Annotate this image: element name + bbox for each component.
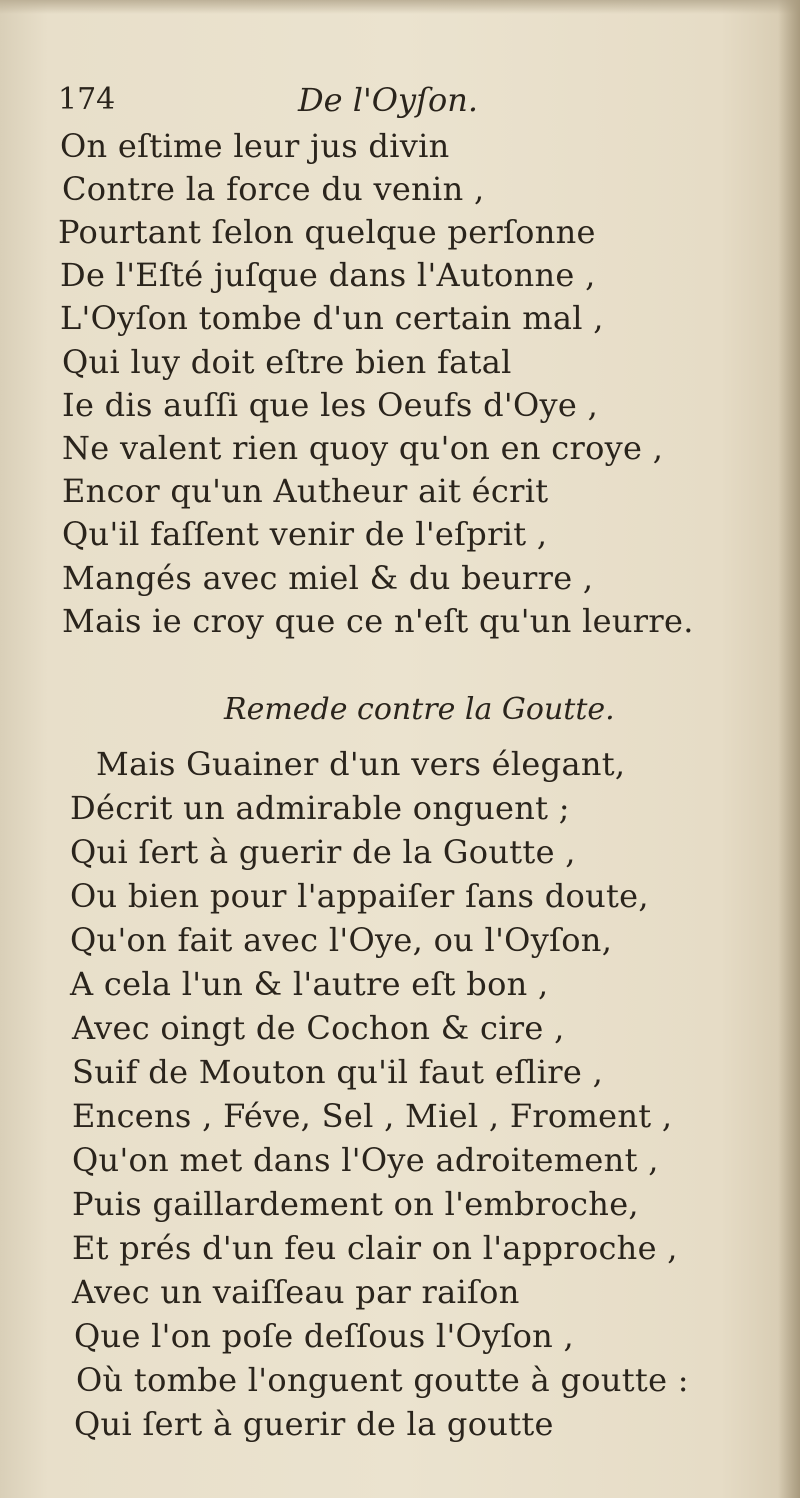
verse-line: Ne valent rien quoy qu'on en croye ,: [62, 429, 664, 467]
page-shadow-top: [0, 0, 800, 14]
verse-line: Encens , Féve, Sel , Miel , Froment ,: [72, 1097, 673, 1135]
verse-line: Ie dis auſſi que les Oeufs d'Oye ,: [62, 386, 599, 424]
verse-line: Mangés avec miel & du beurre ,: [62, 559, 594, 597]
verse-line: Suif de Mouton qu'il faut eſlire ,: [72, 1053, 604, 1091]
verse-line: A cela l'un & l'autre eſt bon ,: [70, 965, 549, 1003]
verse-line: Ou bien pour l'appaiſer ſans doute,: [70, 877, 649, 915]
verse-line: Mais ie croy que ce n'eſt qu'un leurre.: [62, 602, 694, 640]
verse-line: Contre la force du venin ,: [62, 170, 485, 208]
verse-line: Que l'on poſe deſſous l'Oyſon ,: [74, 1317, 575, 1355]
running-head: De l'Oyſon.: [298, 81, 478, 119]
page-header: [58, 78, 598, 122]
verse-line: Décrit un admirable onguent ;: [70, 789, 570, 827]
verse-line: Qu'il faſſent venir de l'eſprit ,: [62, 515, 548, 553]
verse-line: Qu'on fait avec l'Oye, ou l'Oyſon,: [70, 921, 613, 959]
page-shadow-right: [778, 0, 800, 1498]
verse-line: Pourtant ſelon quelque perſonne: [58, 213, 596, 251]
section-title: Remede contre la Goutte.: [224, 692, 615, 727]
verse-line: Encor qu'un Autheur ait écrit: [62, 472, 549, 510]
verse-line: Avec un vaiſſeau par raiſon: [72, 1273, 520, 1311]
verse-line: Où tombe l'onguent goutte à goutte :: [76, 1361, 689, 1399]
verse-line: De l'Eſté juſque dans l'Autonne ,: [60, 256, 596, 294]
verse-line: Et prés d'un feu clair on l'approche ,: [72, 1229, 678, 1267]
verse-line: Avec oingt de Cochon & cire ,: [72, 1009, 565, 1047]
verse-line: Qui ſert à guerir de la Goutte ,: [70, 833, 576, 871]
page-number: 174: [58, 82, 116, 117]
verse-line: Puis gaillardement on l'embroche,: [72, 1185, 639, 1223]
verse-line: Qu'on met dans l'Oye adroitement ,: [72, 1141, 659, 1179]
verse-line: Qui ſert à guerir de la goutte: [74, 1405, 554, 1443]
verse-line: On eſtime leur jus divin: [60, 127, 450, 165]
verse-line: Mais Guainer d'un vers élegant,: [96, 745, 626, 783]
verse-line: Qui luy doit eſtre bien fatal: [62, 343, 512, 381]
verse-line: L'Oyſon tombe d'un certain mal ,: [60, 299, 604, 337]
